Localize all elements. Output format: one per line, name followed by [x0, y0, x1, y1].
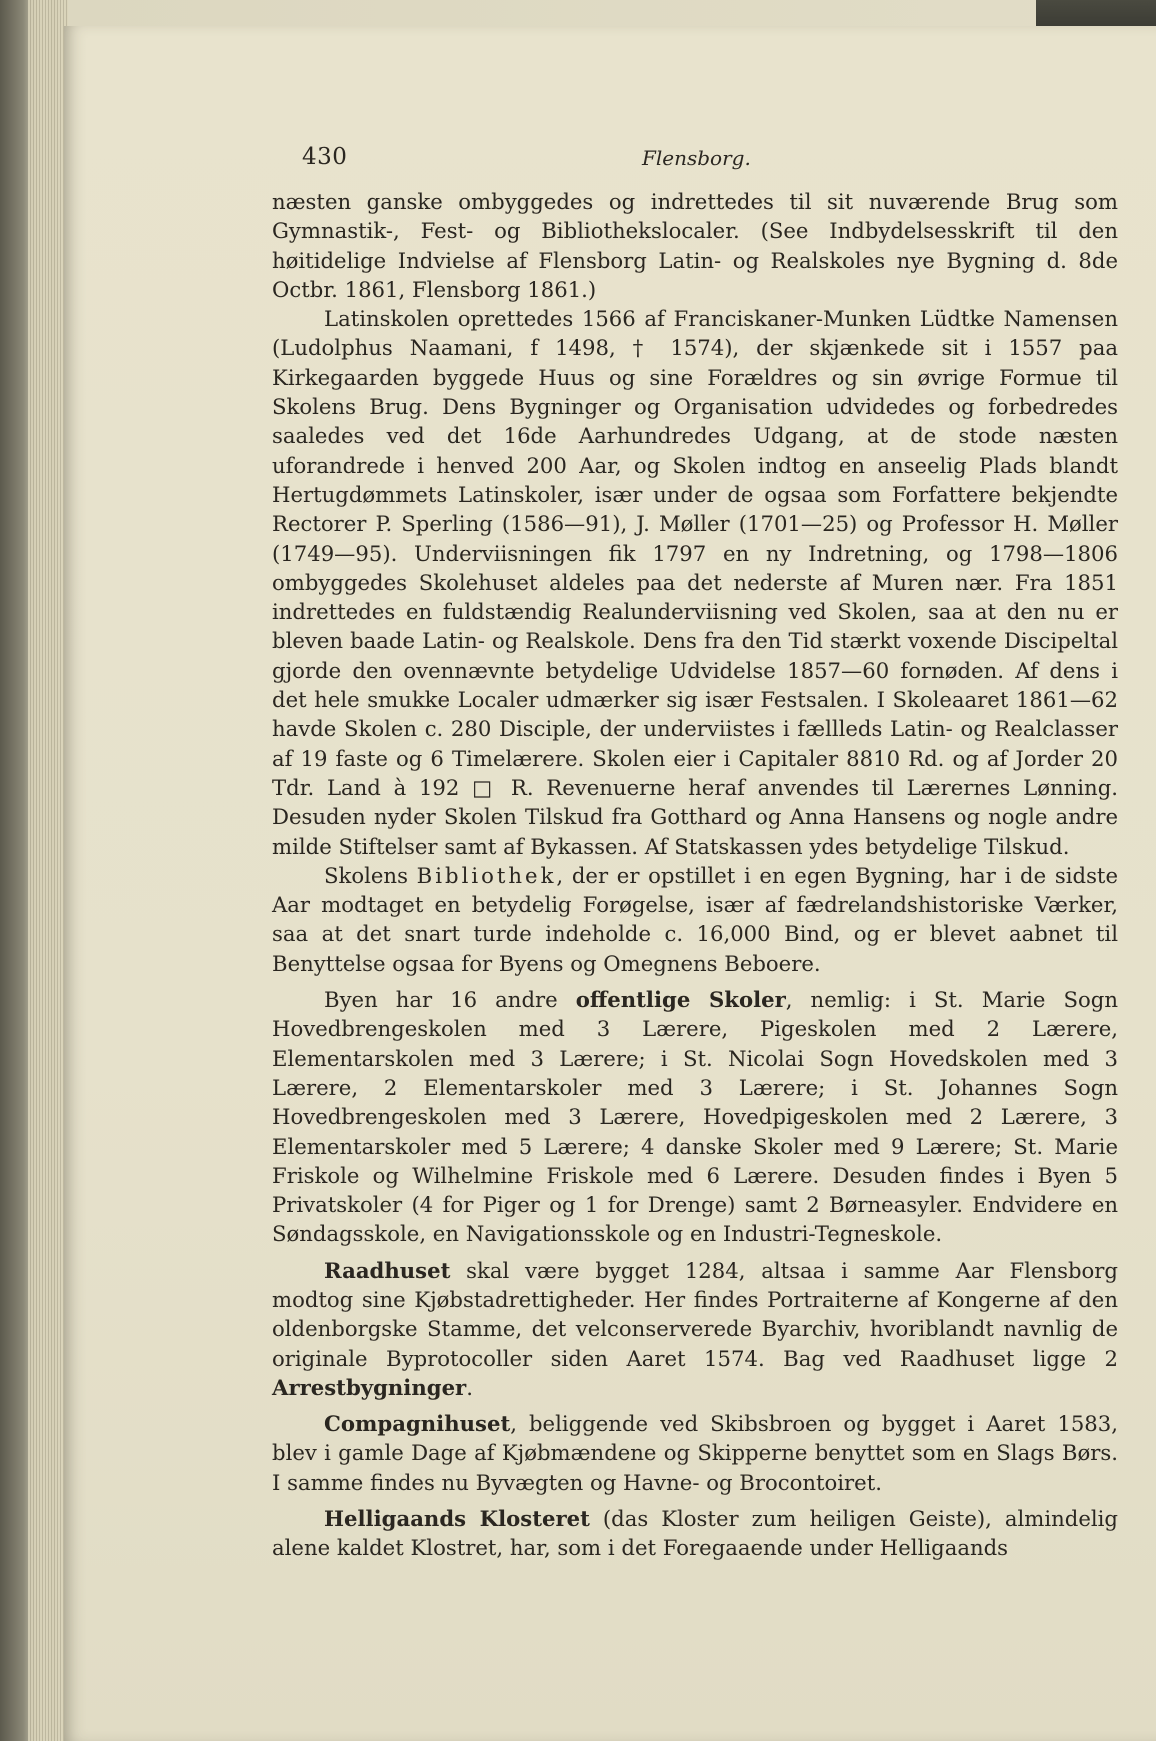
paragraph-text: , beliggende ved Skibsbroen og bygget i Aaret 1583, blev i gamle Dage af Kjøbmændene og Skipperne benyttet som en Slags Børs. I samme findes nu Byvægten og Havne- og Brocontoiret.: [272, 1411, 1118, 1495]
paragraph: [272, 1409, 1118, 1497]
page-edges: [28, 0, 68, 1741]
body-text: [272, 187, 1118, 1563]
page-number: 430: [302, 144, 348, 170]
paragraph-text: Latinskolen oprettedes 1566 af Franciskaner-Munken Lüdtke Namensen (Ludolphus Naamani, f 1498, † 1574), der skjænkede sit i 1557 paa Kirkegaarden byggede Huus og sine Forældres og sin øvrige Formue til Skolens Brug. Dens Bygninger og Organisation udvidedes og forbedredes saaledes ved det 16de Aarhundredes Udgang, at de stode næsten uforandrede i henved 200 Aar, og Skolen indtog en anseelig Plads blandt Hertugdømmets Latinskoler, især under de ogsaa som Forfattere bekjendte Rectorer P. Sperling (1586—91), J. Møller (1701—25) og Professor H. Møller (1749—95). Underviisningen fik 1797 en ny Indretning, og 1798—1806 ombyggedes Skolehuset aldeles paa det nederste af Muren nær. Fra 1851 indrettedes en fuldstændig Realunderviisning ved Skolen, saa at den nu er bleven baade Latin- og Realskole. Dens fra den Tid stærkt voxende Discipeltal gjorde den ovennævnte betydelige Udvidelse 1857—60 fornøden. Af dens i det hele smukke Localer udmærker sig især Festsalen. I Skoleaaret 1861—62 havde Skolen c. 280 Disciple, der underviistes i fællleds Latin- og Realclasser af 19 faste og 6 Timelærere. Skolen eier i Capitaler 8810 Rd. og af Jorder 20 Tdr. Land à 192 □ R. Revenuerne heraf anvendes til Lærernes Lønning. Desuden nyder Skolen Tilskud fra Gotthard og Anna Hansens og nogle andre milde Stiftelser samt af Bykassen. Af Statskassen ydes betydelige Tilskud.: [272, 306, 1118, 859]
paragraph: [272, 187, 1118, 304]
bold-keyword: Raadhuset: [324, 1257, 451, 1283]
paragraph-text: næsten ganske ombyggedes og indrettedes til sit nuværende Brug som Gymnastik-, Fest- og Bibliothekslocaler. (See Indbydelsesskrift til den høitidelige Indvielse af Flensborg Latin- og Realskoles nye Bygning d. 8de Octbr. 1861, Flensborg 1861.): [272, 189, 1118, 302]
paragraph-text: , der er opstillet i en egen Bygning, har i de sidste Aar modtaget en betydelig Forøgelse, især af fædrelandshistoriske Værker, saa at det snart turde indeholde c. 16,000 Bind, og er blevet aabnet til Benyttelse ogsaa for Byens og Omegnens Beboere.: [272, 862, 1118, 976]
paragraph-text: .: [466, 1374, 473, 1400]
paragraph: [272, 985, 1118, 1249]
page-header: [302, 144, 752, 184]
paragraph: [272, 304, 1118, 861]
bold-keyword: offentlige Skoler: [575, 987, 786, 1013]
bold-keyword: Compagnihuset: [324, 1411, 511, 1437]
bold-keyword: Helligaands Klosteret: [324, 1506, 590, 1532]
paragraph: [272, 1504, 1118, 1563]
running-title: Flensborg.: [642, 146, 751, 170]
bold-keyword: Arrestbygninger: [272, 1374, 467, 1400]
paragraph-text: Skolens: [324, 862, 417, 888]
paragraph-text: skal være bygget 1284, altsaa i samme Aar Flensborg modtog sine Kjøbstadrettigheder. Her findes Portraiterne af Kongerne af den oldenborgske Stamme, det velconserverede Byarchiv, hvoriblandt navnlig de originale Byprotocoller siden Aaret 1574. Bag ved Raadhuset ligge 2: [272, 1257, 1118, 1371]
paragraph-text: Byen har 16 andre: [324, 987, 576, 1013]
paragraph: [272, 861, 1118, 978]
paragraph-text: (das Kloster zum heiligen Geiste), almindelig alene kaldet Klostret, har, som i det Foregaaende under Helligaands: [272, 1506, 1118, 1561]
spaced-keyword: Bibliothek: [416, 862, 557, 888]
paragraph-text: , nemlig: i St. Marie Sogn Hovedbrengeskolen med 3 Lærere, Pigeskolen med 2 Lærere, Elementarskolen med 3 Lærere; i St. Nicolai Sogn Hovedskolen med 3 Lærere, 2 Elementarskoler med 3 Lærere; i St. Johannes Sogn Hovedbrengeskolen med 3 Lærere, Hovedpigeskolen med 2 Lærere, 3 Elementarskoler med 5 Lærere; 4 danske Skoler med 9 Lærere; St. Marie Friskole og Wilhelmine Friskole med 6 Lærere. Desuden findes i Byen 5 Privatskoler (4 for Piger og 1 for Drenge) samt 2 Børneasyler. Endvidere en Søndagsskole, en Navigationsskole og en Industri-Tegneskole.: [272, 987, 1118, 1247]
paragraph: [272, 1256, 1118, 1402]
